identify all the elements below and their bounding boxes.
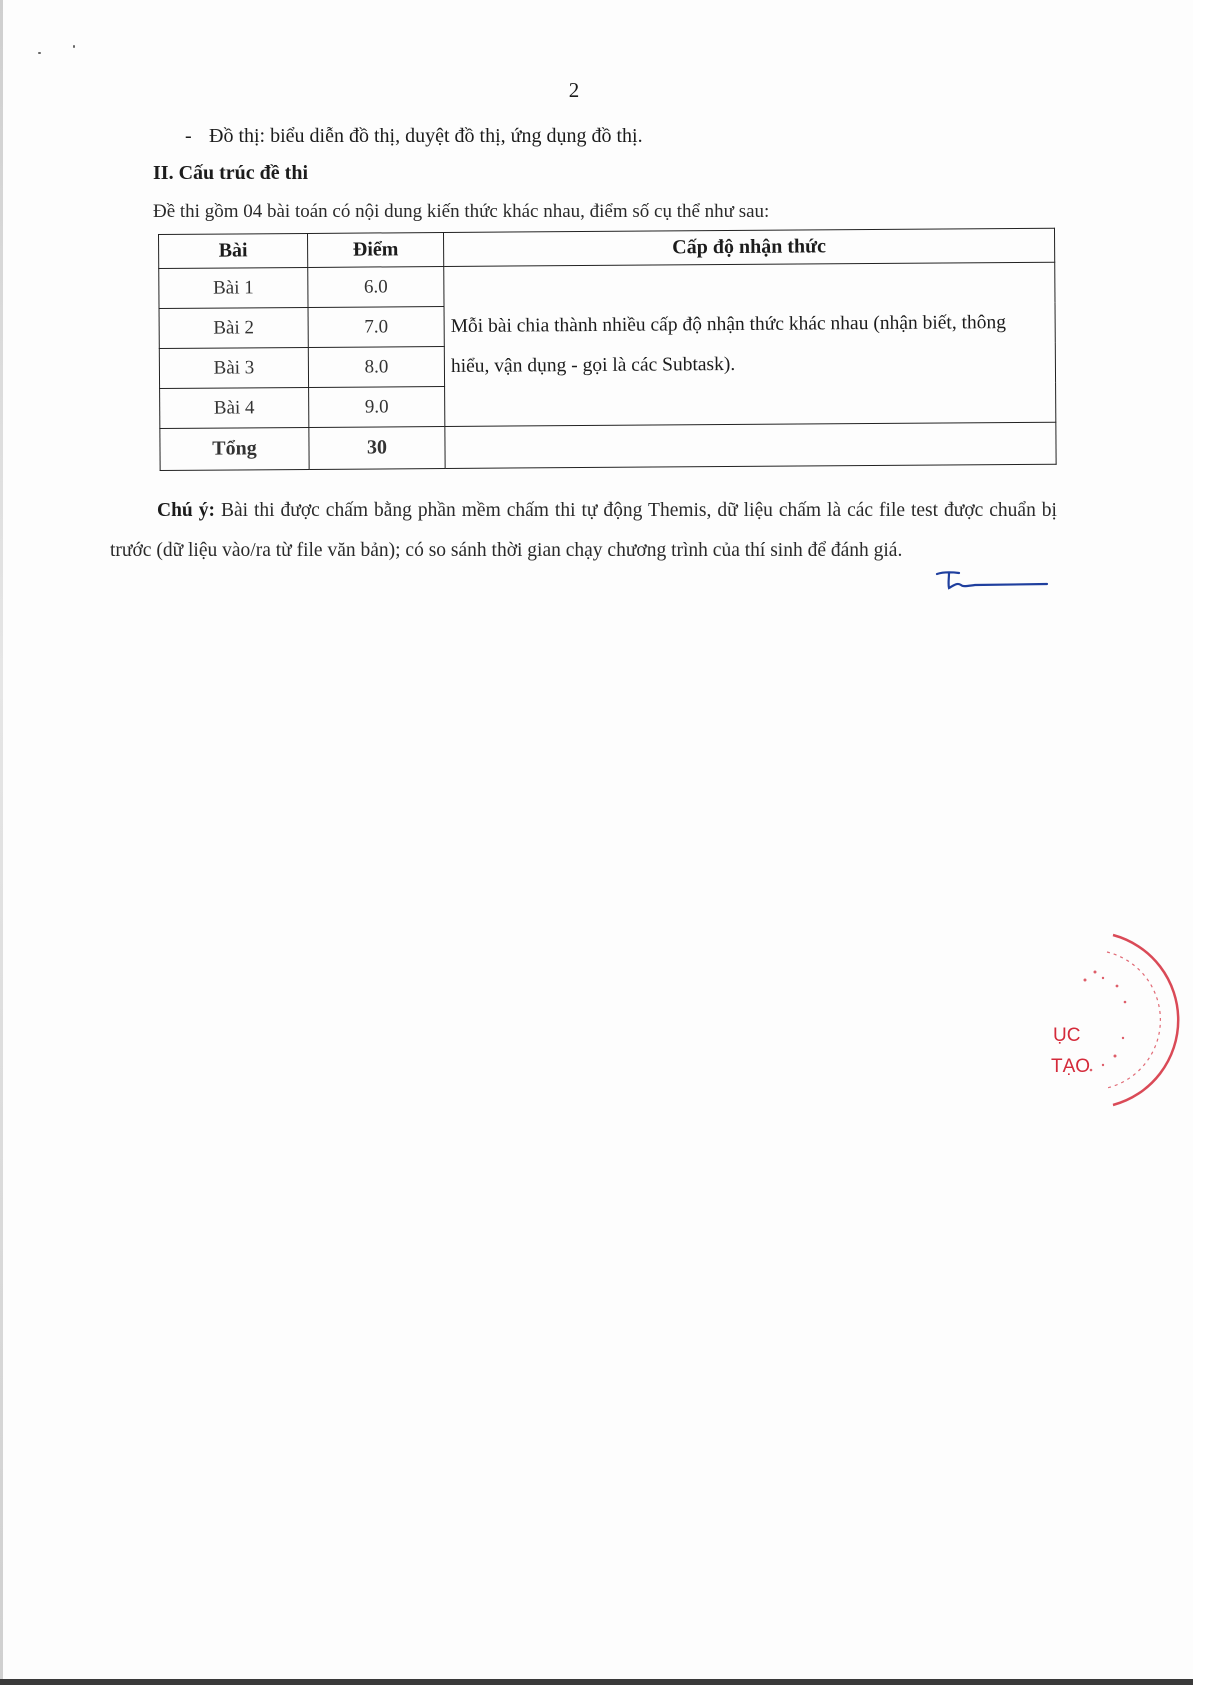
scan-edge-bottom [0,1679,1193,1685]
cell-bai: Bài 1 [159,267,308,308]
page-number: 2 [568,78,580,102]
header-cap-do: Cấp độ nhận thức [443,228,1054,266]
scan-speck [73,45,75,48]
cell-total-empty [445,422,1056,468]
intro-text: Đề thi gồm 04 bài toán có nội dung kiến thức khác nhau, điểm số cụ thể như sau: [153,201,770,222]
header-diem: Điểm [307,233,443,268]
cell-diem: 7.0 [308,307,444,348]
seal-text-1: ỤC [1053,1025,1081,1046]
note-paragraph [110,491,1057,571]
section-heading: II. Cấu trúc đề thi [153,162,309,184]
cell-diem: 8.0 [308,347,444,388]
cell-description: Mỗi bài chia thành nhiều cấp độ nhận thức khác nhau (nhận biết, thông hiểu, vận dụng - gọi là các Subtask). [444,262,1056,426]
cell-bai: Bài 4 [160,387,309,428]
bullet-item [185,125,643,148]
cell-diem: 6.0 [308,267,444,308]
cell-total-label: Tổng [160,427,309,470]
official-seal [1051,920,1223,1120]
signature-mark [935,568,1051,598]
scan-speck [38,52,41,54]
cell-diem: 9.0 [309,387,445,428]
score-table [158,228,1057,471]
note-text: Bài thi được chấm bằng phần mềm chấm thi tự động Themis, dữ liệu chấm là các file test được chuẩn bị trước (dữ liệu vào/ra từ file văn bản); có so sánh thời gian chạy chương trình của thí sinh để đánh giá. [110,500,1057,561]
table-row [159,262,1055,308]
seal-text-2: TẠO [1051,1056,1091,1077]
cell-bai: Bài 2 [159,307,308,348]
scan-edge-left [0,0,3,1685]
table-total-row [160,422,1056,470]
bullet-text: Đồ thị: biểu diễn đồ thị, duyệt đồ thị, ứng dụng đồ thị. [209,125,643,147]
bullet-dash: - [185,125,192,147]
note-label: Chú ý: [157,500,215,521]
cell-total-value: 30 [309,427,445,470]
cell-bai: Bài 3 [159,347,308,388]
header-bai: Bài [159,233,308,268]
